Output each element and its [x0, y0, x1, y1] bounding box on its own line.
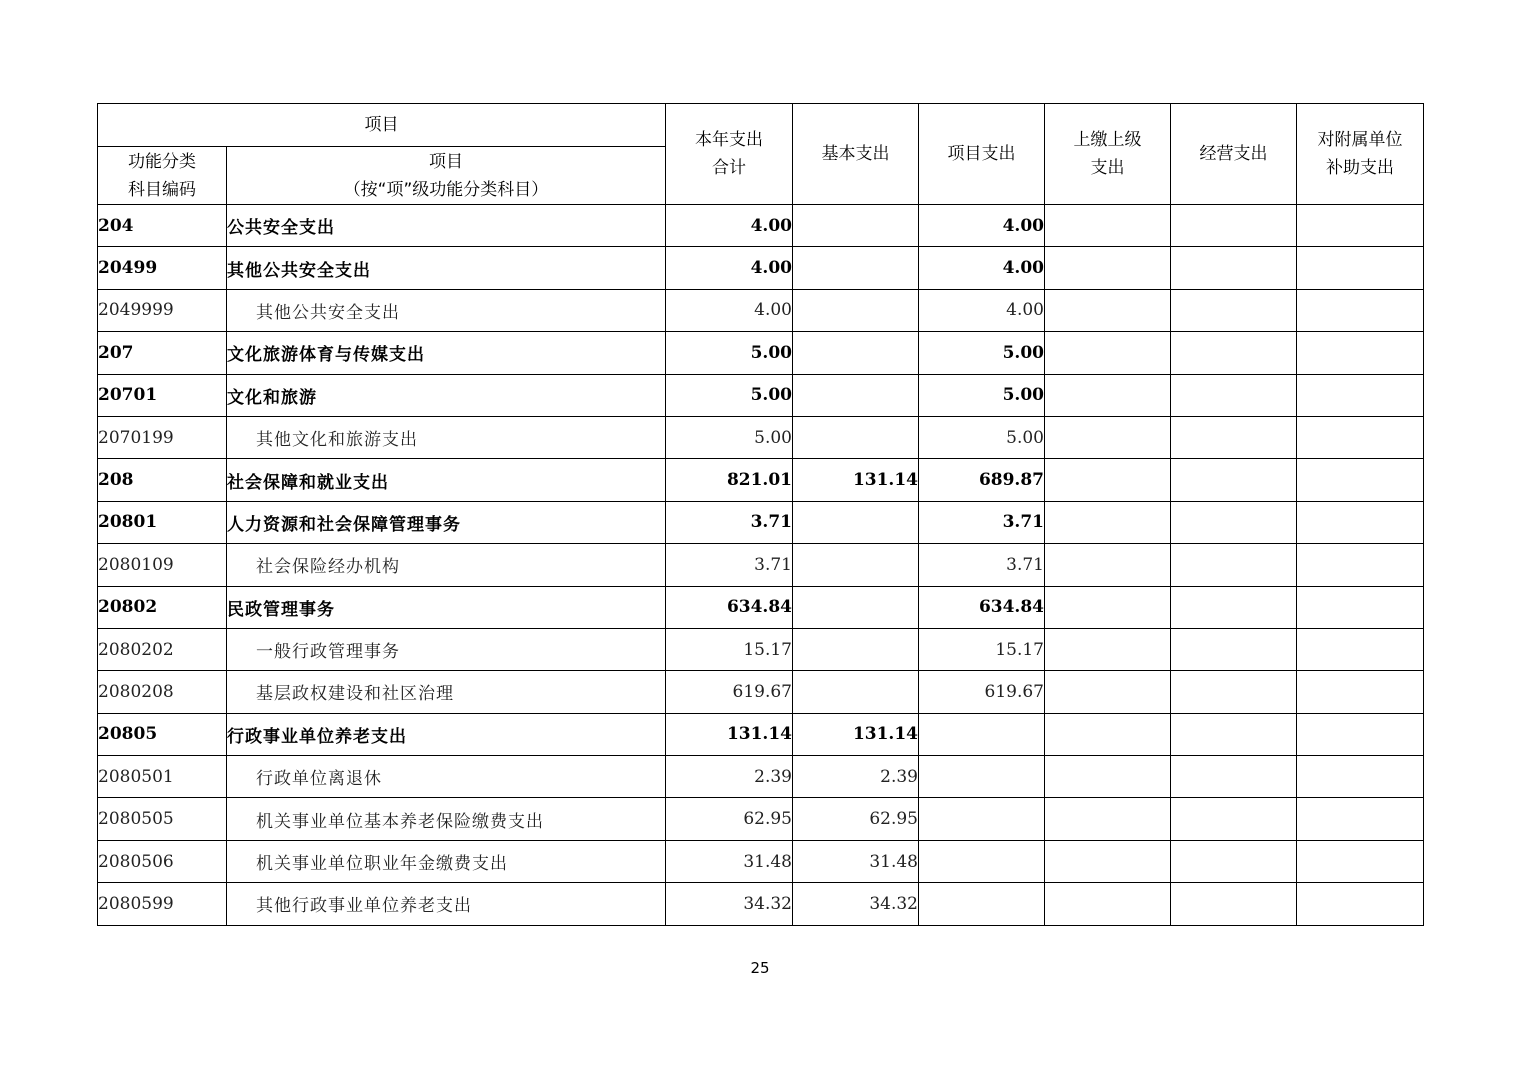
header-upper [1045, 104, 1171, 205]
table-row [98, 713, 1424, 755]
cell-name: 机关事业单位基本养老保险缴费支出 [227, 798, 666, 840]
cell-total: 3.71 [666, 501, 793, 543]
cell-subsidy [1297, 416, 1424, 458]
cell-project: 5.00 [919, 332, 1045, 374]
cell-project: 3.71 [919, 501, 1045, 543]
cell-total: 5.00 [666, 416, 793, 458]
cell-operation [1171, 459, 1297, 501]
header-total-line2: 合计 [712, 158, 746, 178]
header-project-group: 项目 [98, 104, 666, 147]
table-row [98, 840, 1424, 882]
table-row [98, 586, 1424, 628]
cell-operation [1171, 840, 1297, 882]
cell-total: 34.32 [666, 883, 793, 925]
cell-basic [793, 671, 919, 713]
header-code-line1: 功能分类 [128, 151, 196, 172]
cell-subsidy [1297, 883, 1424, 925]
cell-project [919, 798, 1045, 840]
cell-basic: 34.32 [793, 883, 919, 925]
cell-name: 一般行政管理事务 [227, 628, 666, 670]
cell-name: 基层政权建设和社区治理 [227, 671, 666, 713]
cell-name: 社会保险经办机构 [227, 544, 666, 586]
cell-total: 634.84 [666, 586, 793, 628]
cell-basic: 131.14 [793, 459, 919, 501]
cell-subsidy [1297, 756, 1424, 798]
cell-code: 20802 [98, 586, 227, 628]
cell-total: 62.95 [666, 798, 793, 840]
cell-upper [1045, 459, 1171, 501]
cell-name: 人力资源和社会保障管理事务 [227, 501, 666, 543]
header-upper-line1: 上缴上级 [1073, 130, 1142, 150]
cell-operation [1171, 374, 1297, 416]
header-name-line1: 项目 [429, 151, 463, 172]
cell-code: 20805 [98, 713, 227, 755]
header-code [98, 147, 227, 205]
cell-basic [793, 247, 919, 289]
cell-code: 208 [98, 459, 227, 501]
cell-name: 其他公共安全支出 [227, 289, 666, 331]
cell-code: 2080505 [98, 798, 227, 840]
cell-total: 4.00 [666, 289, 793, 331]
cell-basic [793, 628, 919, 670]
cell-subsidy [1297, 798, 1424, 840]
table-row [98, 883, 1424, 925]
cell-upper [1045, 501, 1171, 543]
cell-upper [1045, 713, 1171, 755]
cell-upper [1045, 628, 1171, 670]
header-total [666, 104, 793, 205]
table-row [98, 756, 1424, 798]
cell-subsidy [1297, 332, 1424, 374]
cell-project: 619.67 [919, 671, 1045, 713]
cell-project: 15.17 [919, 628, 1045, 670]
cell-operation [1171, 756, 1297, 798]
cell-code: 204 [98, 205, 227, 247]
cell-upper [1045, 586, 1171, 628]
header-basic: 基本支出 [793, 104, 919, 205]
table-body [98, 205, 1424, 926]
table-row [98, 247, 1424, 289]
cell-basic: 2.39 [793, 756, 919, 798]
cell-code: 2070199 [98, 416, 227, 458]
cell-code: 2080501 [98, 756, 227, 798]
table-row [98, 289, 1424, 331]
cell-name: 民政管理事务 [227, 586, 666, 628]
table-row [98, 205, 1424, 247]
cell-project: 5.00 [919, 374, 1045, 416]
cell-total: 5.00 [666, 332, 793, 374]
cell-code: 20701 [98, 374, 227, 416]
cell-operation [1171, 883, 1297, 925]
header-subsidy-line2: 补助支出 [1326, 158, 1394, 178]
cell-operation [1171, 332, 1297, 374]
cell-project: 4.00 [919, 289, 1045, 331]
cell-subsidy [1297, 544, 1424, 586]
cell-code: 2049999 [98, 289, 227, 331]
cell-project: 689.87 [919, 459, 1045, 501]
cell-project [919, 713, 1045, 755]
header-total-line1: 本年支出 [695, 130, 763, 150]
cell-subsidy [1297, 586, 1424, 628]
table-row [98, 332, 1424, 374]
cell-operation [1171, 628, 1297, 670]
cell-name: 社会保障和就业支出 [227, 459, 666, 501]
cell-project: 4.00 [919, 247, 1045, 289]
header-operation: 经营支出 [1171, 104, 1297, 205]
header-code-line2: 科目编码 [128, 179, 196, 200]
cell-total: 4.00 [666, 205, 793, 247]
cell-basic [793, 501, 919, 543]
cell-project: 5.00 [919, 416, 1045, 458]
table-row [98, 628, 1424, 670]
header-name [227, 147, 666, 205]
cell-basic [793, 289, 919, 331]
cell-upper [1045, 671, 1171, 713]
cell-code: 2080208 [98, 671, 227, 713]
cell-operation [1171, 501, 1297, 543]
cell-total: 619.67 [666, 671, 793, 713]
table-row [98, 416, 1424, 458]
cell-code: 207 [98, 332, 227, 374]
cell-basic [793, 416, 919, 458]
cell-subsidy [1297, 840, 1424, 882]
cell-operation [1171, 798, 1297, 840]
cell-name: 其他公共安全支出 [227, 247, 666, 289]
cell-name: 文化旅游体育与传媒支出 [227, 332, 666, 374]
cell-total: 2.39 [666, 756, 793, 798]
cell-code: 20801 [98, 501, 227, 543]
header-subsidy-line1: 对附属单位 [1317, 130, 1403, 150]
cell-upper [1045, 289, 1171, 331]
cell-operation [1171, 671, 1297, 713]
header-upper-line2: 支出 [1090, 158, 1125, 178]
page-number: 25 [750, 959, 770, 977]
cell-name: 行政事业单位养老支出 [227, 713, 666, 755]
cell-basic: 131.14 [793, 713, 919, 755]
cell-project [919, 883, 1045, 925]
cell-total: 4.00 [666, 247, 793, 289]
cell-upper [1045, 332, 1171, 374]
cell-project: 3.71 [919, 544, 1045, 586]
cell-name: 其他行政事业单位养老支出 [227, 883, 666, 925]
table-row [98, 544, 1424, 586]
cell-total: 31.48 [666, 840, 793, 882]
header-name-line2: （按“项”级功能分类科目） [343, 179, 549, 200]
cell-upper [1045, 205, 1171, 247]
cell-upper [1045, 798, 1171, 840]
cell-subsidy [1297, 713, 1424, 755]
header-project-expense: 项目支出 [919, 104, 1045, 205]
cell-code: 2080202 [98, 628, 227, 670]
cell-subsidy [1297, 374, 1424, 416]
cell-total: 5.00 [666, 374, 793, 416]
cell-operation [1171, 289, 1297, 331]
cell-project: 634.84 [919, 586, 1045, 628]
cell-name: 公共安全支出 [227, 205, 666, 247]
cell-basic [793, 374, 919, 416]
cell-total: 3.71 [666, 544, 793, 586]
table-row [98, 374, 1424, 416]
cell-basic [793, 586, 919, 628]
cell-project [919, 840, 1045, 882]
cell-basic: 31.48 [793, 840, 919, 882]
cell-name: 其他文化和旅游支出 [227, 416, 666, 458]
cell-operation [1171, 713, 1297, 755]
cell-total: 131.14 [666, 713, 793, 755]
cell-upper [1045, 756, 1171, 798]
cell-subsidy [1297, 671, 1424, 713]
cell-code: 2080109 [98, 544, 227, 586]
cell-name: 机关事业单位职业年金缴费支出 [227, 840, 666, 882]
table-row [98, 501, 1424, 543]
cell-basic [793, 332, 919, 374]
cell-operation [1171, 247, 1297, 289]
cell-name: 文化和旅游 [227, 374, 666, 416]
cell-upper [1045, 883, 1171, 925]
cell-upper [1045, 374, 1171, 416]
cell-basic [793, 544, 919, 586]
cell-subsidy [1297, 247, 1424, 289]
cell-subsidy [1297, 289, 1424, 331]
cell-code: 20499 [98, 247, 227, 289]
header-subsidy [1297, 104, 1424, 205]
cell-upper [1045, 544, 1171, 586]
cell-project: 4.00 [919, 205, 1045, 247]
cell-upper [1045, 840, 1171, 882]
expenditure-table [97, 103, 1424, 926]
cell-subsidy [1297, 459, 1424, 501]
cell-total: 821.01 [666, 459, 793, 501]
table-row [98, 798, 1424, 840]
cell-operation [1171, 416, 1297, 458]
cell-subsidy [1297, 205, 1424, 247]
cell-total: 15.17 [666, 628, 793, 670]
cell-upper [1045, 247, 1171, 289]
cell-project [919, 756, 1045, 798]
table-row [98, 671, 1424, 713]
cell-upper [1045, 416, 1171, 458]
cell-name: 行政单位离退休 [227, 756, 666, 798]
cell-subsidy [1297, 501, 1424, 543]
cell-basic [793, 205, 919, 247]
cell-code: 2080599 [98, 883, 227, 925]
cell-operation [1171, 544, 1297, 586]
cell-basic: 62.95 [793, 798, 919, 840]
cell-subsidy [1297, 628, 1424, 670]
cell-operation [1171, 205, 1297, 247]
cell-operation [1171, 586, 1297, 628]
table-row [98, 459, 1424, 501]
cell-code: 2080506 [98, 840, 227, 882]
